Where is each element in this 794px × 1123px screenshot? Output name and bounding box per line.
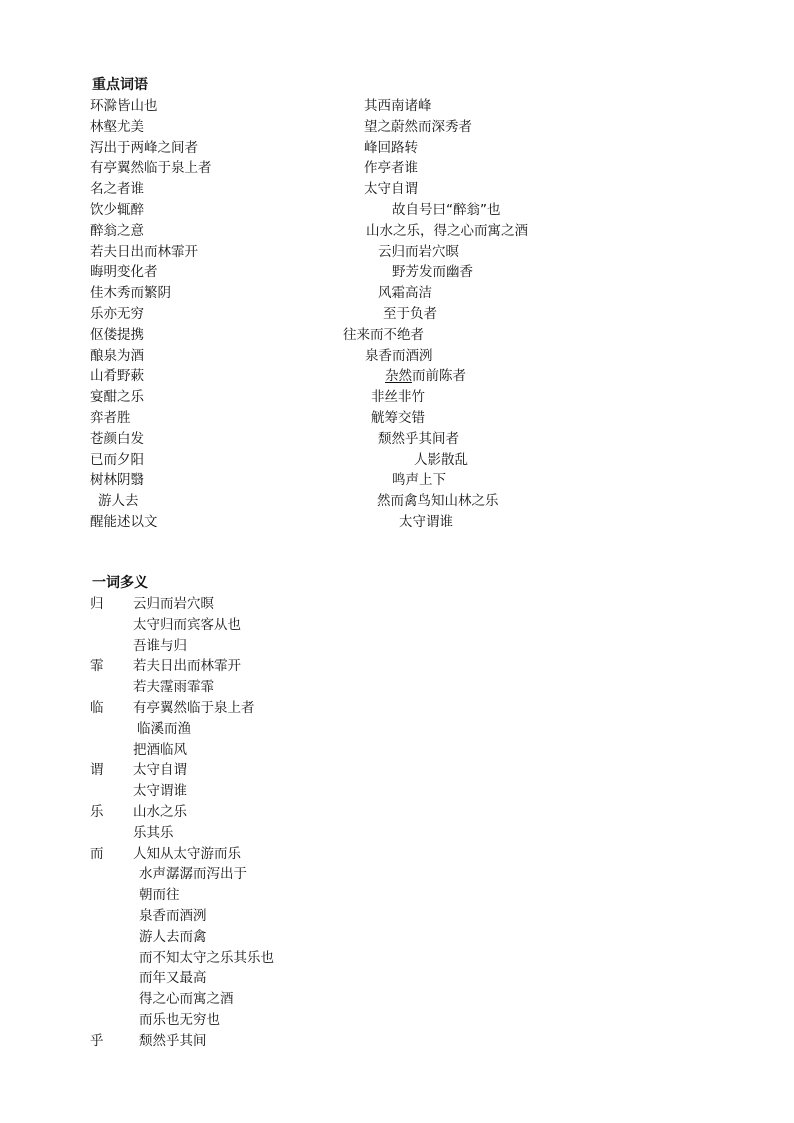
polysemy-example: 而年又最高 <box>139 970 207 987</box>
vocab-right-item: 然而禽鸟知山林之乐 <box>377 493 499 510</box>
vocab-left-item: 泻出于两峰之间者 <box>90 139 198 156</box>
polysemy-character: 归 <box>90 596 104 612</box>
vocab-left-item: 晦明变化者 <box>90 264 158 281</box>
polysemy-example: 泉香而酒洌 <box>139 908 207 924</box>
vocab-right-item: 鸣声上下 <box>392 472 446 489</box>
vocab-left-item: 环滁皆山也 <box>90 98 158 114</box>
vocab-right-item: 云归而岩穴暝 <box>378 243 459 260</box>
polysemy-example: 太守谓谁 <box>133 783 187 800</box>
vocab-right-item: 故自号曰“醉翁”也 <box>392 202 501 218</box>
polysemy-example: 若夫霪雨霏霏 <box>133 679 214 696</box>
vocab-left-item: 游人去 <box>98 493 139 510</box>
vocab-right-item: 人影散乱 <box>414 451 468 468</box>
vocab-left-item: 弈者胜 <box>90 410 131 426</box>
polysemy-example: 有亭翼然临于泉上者 <box>133 700 255 716</box>
vocab-left-item: 乐亦无穷 <box>90 306 144 322</box>
polysemy-example: 若夫日出而林霏开 <box>133 658 241 675</box>
polysemy-example: 吾谁与归 <box>133 637 187 654</box>
vocab-right-item: 非丝非竹 <box>371 389 425 406</box>
vocab-left-item: 伛偻提携 <box>90 326 144 343</box>
vocab-right-item: 望之蔚然而深秀者 <box>364 118 472 135</box>
polysemy-example: 水声潺潺而泻出于 <box>139 866 247 883</box>
polysemy-example: 而不知太守之乐其乐也 <box>139 949 274 966</box>
vocab-right-item: 山水之乐，得之心而寓之酒 <box>366 222 528 239</box>
vocab-left-item: 名之者谁 <box>90 181 144 198</box>
vocab-right-item: 颓然乎其间者 <box>378 430 459 447</box>
polysemy-example: 而乐也无穷也 <box>139 1012 220 1028</box>
vocab-left-item: 山肴野蔌 <box>90 368 144 385</box>
polysemy-example: 山水之乐 <box>133 804 187 820</box>
polysemy-example: 太守归而宾客从也 <box>133 616 241 633</box>
vocab-left-item: 已而夕阳 <box>90 451 144 468</box>
vocab-right-item: 至于负者 <box>383 306 437 322</box>
vocab-left-item: 醉翁之意 <box>90 222 144 239</box>
vocab-right-item: 野芳发而幽香 <box>392 264 473 281</box>
vocab-right-item: 往来而不绝者 <box>343 326 424 343</box>
vocab-left-item: 树林阴翳 <box>90 472 144 489</box>
vocab-right-item: 泉香而酒洌 <box>365 347 433 364</box>
polysemy-character: 霏 <box>90 658 104 675</box>
polysemy-character: 乐 <box>90 804 104 820</box>
vocab-section-heading: 重点词语 <box>92 77 148 93</box>
polysemy-example: 人知从太守游而乐 <box>133 845 241 862</box>
vocab-right-item: 风霜高洁 <box>378 285 432 302</box>
vocab-left-item: 林壑尤美 <box>90 118 144 135</box>
vocab-right-item: 太守自谓 <box>364 181 418 198</box>
vocab-right-item: 作亭者谁 <box>364 160 418 177</box>
polysemy-example: 云归而岩穴暝 <box>133 596 214 612</box>
polysemy-character: 临 <box>90 700 104 716</box>
vocab-right-item: 峰回路转 <box>364 139 418 156</box>
vocab-right-item: 其西南诸峰 <box>364 98 432 114</box>
vocab-left-item: 酿泉为酒 <box>90 347 144 364</box>
polysemy-example: 太守自谓 <box>133 762 187 779</box>
vocab-left-item: 饮少辄醉 <box>90 202 144 218</box>
polysemy-example: 把酒临风 <box>133 741 187 758</box>
polysemy-section-heading: 一词多义 <box>92 575 148 591</box>
polysemy-example: 朝而往 <box>139 887 180 904</box>
polysemy-example: 颓然乎其间 <box>139 1032 207 1049</box>
polysemy-character: 谓 <box>90 762 104 779</box>
polysemy-character: 乎 <box>90 1032 104 1049</box>
vocab-left-item: 苍颜白发 <box>90 430 144 447</box>
vocab-left-item: 佳木秀而繁阴 <box>90 285 171 302</box>
polysemy-example: 得之心而寓之酒 <box>139 991 234 1008</box>
vocab-right-item: 杂然而前陈者 <box>385 368 466 385</box>
vocab-left-item: 宴酣之乐 <box>90 389 144 406</box>
vocab-right-item: 太守谓谁 <box>399 514 453 530</box>
vocab-left-item: 有亭翼然临于泉上者 <box>90 160 212 177</box>
vocab-left-item: 若夫日出而林霏开 <box>90 243 198 260</box>
polysemy-character: 而 <box>90 845 104 862</box>
vocab-left-item: 醒能述以文 <box>90 514 158 530</box>
polysemy-example: 游人去而禽 <box>139 928 207 945</box>
polysemy-example: 临溪而渔 <box>137 720 191 737</box>
vocab-right-item: 觥筹交错 <box>371 410 425 426</box>
polysemy-example: 乐其乐 <box>133 824 174 841</box>
